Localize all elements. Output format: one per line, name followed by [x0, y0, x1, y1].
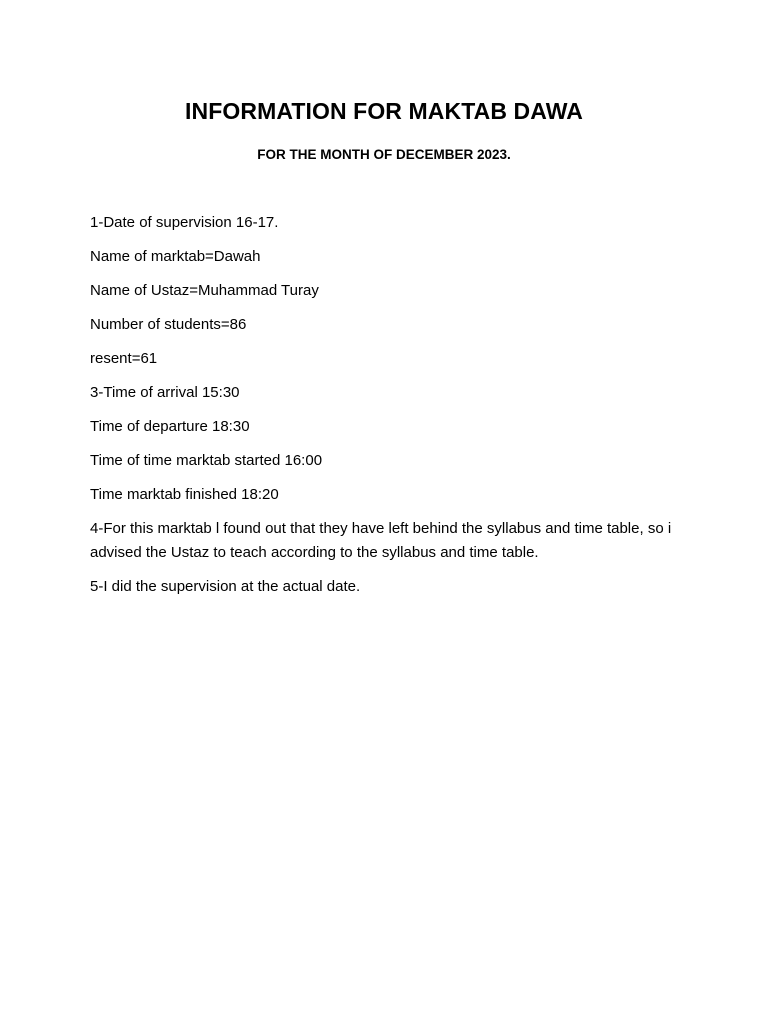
ustaz-name-line: Name of Ustaz=Muhammad Turay	[90, 282, 319, 299]
present-count-line: resent=61	[90, 350, 158, 367]
report-body	[90, 211, 680, 609]
finish-time-line: Time marktab finished 18:20	[90, 486, 279, 503]
student-count-line: Number of students=86	[90, 316, 247, 333]
document-subtitle: FOR THE MONTH OF DECEMBER 2023.	[257, 147, 511, 162]
maktab-name-line: Name of marktab=Dawah	[90, 248, 261, 265]
arrival-time-line: 3-Time of arrival 15:30	[90, 384, 240, 401]
supervision-note-line: 5-I did the supervision at the actual date.	[90, 578, 361, 595]
start-time-line: Time of time marktab started 16:00	[90, 452, 323, 469]
departure-time-line: Time of departure 18:30	[90, 418, 250, 435]
observation-paragraph: 4-For this marktab l found out that they have left behind the syllabus and time table, so i advised the Ustaz to teach according to the syllabus and time table.	[90, 520, 676, 561]
document-title: INFORMATION FOR MAKTAB DAWA	[185, 98, 583, 124]
supervision-date-line: 1-Date of supervision 16-17.	[90, 214, 279, 231]
